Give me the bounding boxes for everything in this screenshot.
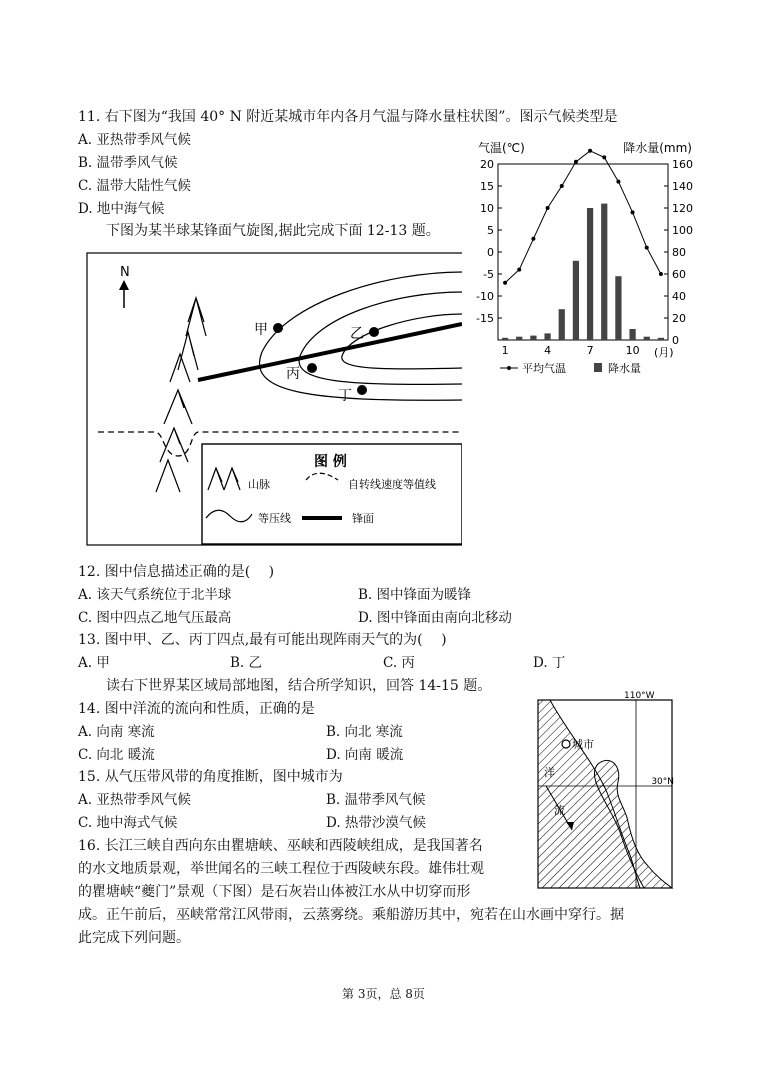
temp-point xyxy=(531,237,535,241)
point-jia-label: 甲 xyxy=(254,322,268,338)
precip-bar xyxy=(530,336,536,340)
q12-stem: 12. 图中信息描述正确的是( ) xyxy=(78,564,275,580)
point-bing-label: 丙 xyxy=(286,366,300,382)
region-map xyxy=(536,690,682,892)
q16-line-5: 此完成下列问题。 xyxy=(78,930,190,946)
precip-bar xyxy=(516,337,522,340)
q14-option-c: C. 向北 暖流 xyxy=(78,747,155,763)
temperature-points xyxy=(503,149,663,285)
q11-stem: 11. 右下图为“我国 40° N 附近某城市年内各月气温与降水量柱状图”。图示气候类型是 xyxy=(78,109,618,125)
q11-option-d: D. 地中海气候 xyxy=(78,201,165,217)
left-tick-label: 15 xyxy=(480,180,494,193)
q13-option-a: A. 甲 xyxy=(78,655,110,671)
temp-point xyxy=(616,180,620,184)
x-tick-label: 7 xyxy=(586,344,594,357)
precip-bar xyxy=(559,309,565,340)
chart-right-axis-label: 降水量(mm) xyxy=(623,141,692,155)
left-tick-label: -5 xyxy=(483,268,494,281)
temp-point xyxy=(588,149,592,153)
chart-legend xyxy=(500,361,641,375)
intro-12-13: 下图为某半球某锋面气旋图,据此完成下面 12-13 题。 xyxy=(106,223,440,239)
page-footer: 第 3页，总 8页 xyxy=(342,987,425,1001)
x-tick-label: 4 xyxy=(544,344,552,357)
q16-line-1: 16. 长江三峡自西向东由瞿塘峡、巫峡和西陵峡组成，是我国著名 xyxy=(78,838,483,854)
front-cyclone-map xyxy=(86,252,462,546)
right-tick-label: 80 xyxy=(672,246,686,259)
chart-x-ticks xyxy=(502,344,640,357)
q12-option-d: D. 图中锋面由南向北移动 xyxy=(358,610,512,626)
precip-bar xyxy=(658,338,664,340)
q13-option-b: B. 乙 xyxy=(230,655,263,671)
front-map-legend-title: 图 例 xyxy=(314,454,347,470)
q16-line-3: 的瞿塘峡“夔门”景观（下图）是石灰岩山体被江水从中切穿而形 xyxy=(78,884,471,900)
temperature-line xyxy=(505,151,661,283)
right-tick-label: 160 xyxy=(672,158,693,171)
north-label: N xyxy=(120,265,130,280)
q15-option-a: A. 亚热带季风气候 xyxy=(78,792,191,808)
q12-option-a: A. 该天气系统位于北半球 xyxy=(78,587,232,603)
left-tick-label: 5 xyxy=(487,224,494,237)
point-yi-label: 乙 xyxy=(350,326,364,342)
q11-option-c: C. 温带大陆性气候 xyxy=(78,178,191,194)
left-tick-label: -15 xyxy=(476,312,494,325)
q11-option-b: B. 温带季风气候 xyxy=(78,155,178,171)
q14-option-b: B. 向北 寒流 xyxy=(326,724,403,740)
temp-point xyxy=(546,206,550,210)
precipitation-bars xyxy=(502,204,664,340)
point-bing xyxy=(307,363,317,373)
legend-precip-label: 降水量 xyxy=(608,362,641,375)
temp-point xyxy=(574,160,578,164)
x-tick-label: 1 xyxy=(501,344,509,357)
temp-point xyxy=(645,246,649,250)
left-tick-label: 0 xyxy=(487,246,494,259)
point-ding xyxy=(357,385,367,395)
right-tick-label: 0 xyxy=(672,334,679,347)
lat-label: 30°N xyxy=(651,777,674,787)
right-tick-label: 120 xyxy=(672,202,693,215)
q13-option-c: C. 丙 xyxy=(383,655,415,671)
q12-option-c: C. 图中四点乙地气压最高 xyxy=(78,610,232,626)
front-line xyxy=(198,324,462,380)
left-tick-label: 10 xyxy=(480,202,494,215)
right-tick-label: 140 xyxy=(672,180,693,193)
temp-point xyxy=(602,155,606,159)
q14-option-d: D. 向南 暖流 xyxy=(326,747,404,763)
q14-option-a: A. 向南 寒流 xyxy=(78,724,155,740)
q15-option-b: B. 温带季风气候 xyxy=(326,792,426,808)
q13-stem: 13. 图中甲、乙、丙丁四点,最有可能出现阵雨天气的为( ) xyxy=(78,632,447,648)
chart-month-unit: (月) xyxy=(654,346,674,359)
q11-option-a: A. 亚热带季风气候 xyxy=(78,132,191,148)
left-tick-label: -10 xyxy=(476,290,494,303)
temp-point xyxy=(517,268,521,272)
point-yi xyxy=(369,327,379,337)
lon-label: 110°W xyxy=(624,691,655,701)
q15-option-c: C. 地中海式气候 xyxy=(78,815,178,831)
x-tick-label: 10 xyxy=(625,344,640,357)
chart-plot-frame xyxy=(498,164,668,340)
legend-isobar-label: 等压线 xyxy=(258,512,291,525)
q16-line-2: 的水文地质景观，举世闻名的三峡工程位于西陵峡东段。雄伟壮观 xyxy=(78,861,484,877)
temp-point xyxy=(503,281,507,285)
q15-stem: 15. 从气压带风带的角度推断，图中城市为 xyxy=(78,769,343,785)
right-tick-label: 60 xyxy=(672,268,686,281)
precip-bar xyxy=(573,261,579,340)
precip-bar xyxy=(629,329,635,340)
legend-mountain-label: 山脉 xyxy=(248,478,270,491)
precip-bar xyxy=(601,204,607,340)
q14-stem: 14. 图中洋流的流向和性质，正确的是 xyxy=(78,701,315,717)
temp-point xyxy=(659,272,663,276)
precip-bar xyxy=(544,333,550,340)
city-label: 城市 xyxy=(572,738,594,751)
precip-bar xyxy=(587,208,593,340)
legend-front-label: 锋面 xyxy=(352,512,374,525)
point-jia xyxy=(273,323,283,333)
precip-bar xyxy=(615,276,621,340)
chart-left-axis-label: 气温(℃) xyxy=(478,141,525,155)
left-tick-label: 20 xyxy=(480,158,494,171)
current-label-1: 洋 xyxy=(544,766,555,779)
q13-option-d: D. 丁 xyxy=(533,655,566,671)
q16-line-4: 成。正午前后，巫峡常常江风带雨，云蒸雾绕。乘船游历其中，宛若在山水画中穿行。据 xyxy=(78,907,624,923)
q12-option-b: B. 图中锋面为暖锋 xyxy=(358,587,472,603)
temp-point xyxy=(631,210,635,214)
legend-isoline-label: 自转线速度等值线 xyxy=(348,478,436,491)
precip-bar xyxy=(502,338,508,340)
legend-temp-label: 平均气温 xyxy=(522,362,566,375)
point-ding-label: 丁 xyxy=(338,388,352,404)
right-tick-label: 100 xyxy=(672,224,693,237)
mountain-range-icon xyxy=(156,298,206,492)
current-label-2: 流 xyxy=(554,804,565,817)
q15-option-d: D. 热带沙漠气候 xyxy=(326,815,426,831)
temp-point xyxy=(560,184,564,188)
intro-14-15: 读右下世界某区域局部地图，结合所学知识，回答 14-15 题。 xyxy=(106,678,492,694)
right-tick-label: 40 xyxy=(672,290,686,303)
right-tick-label: 20 xyxy=(672,312,686,325)
city-marker xyxy=(562,740,570,748)
precip-bar xyxy=(644,337,650,340)
climate-chart xyxy=(470,136,706,376)
